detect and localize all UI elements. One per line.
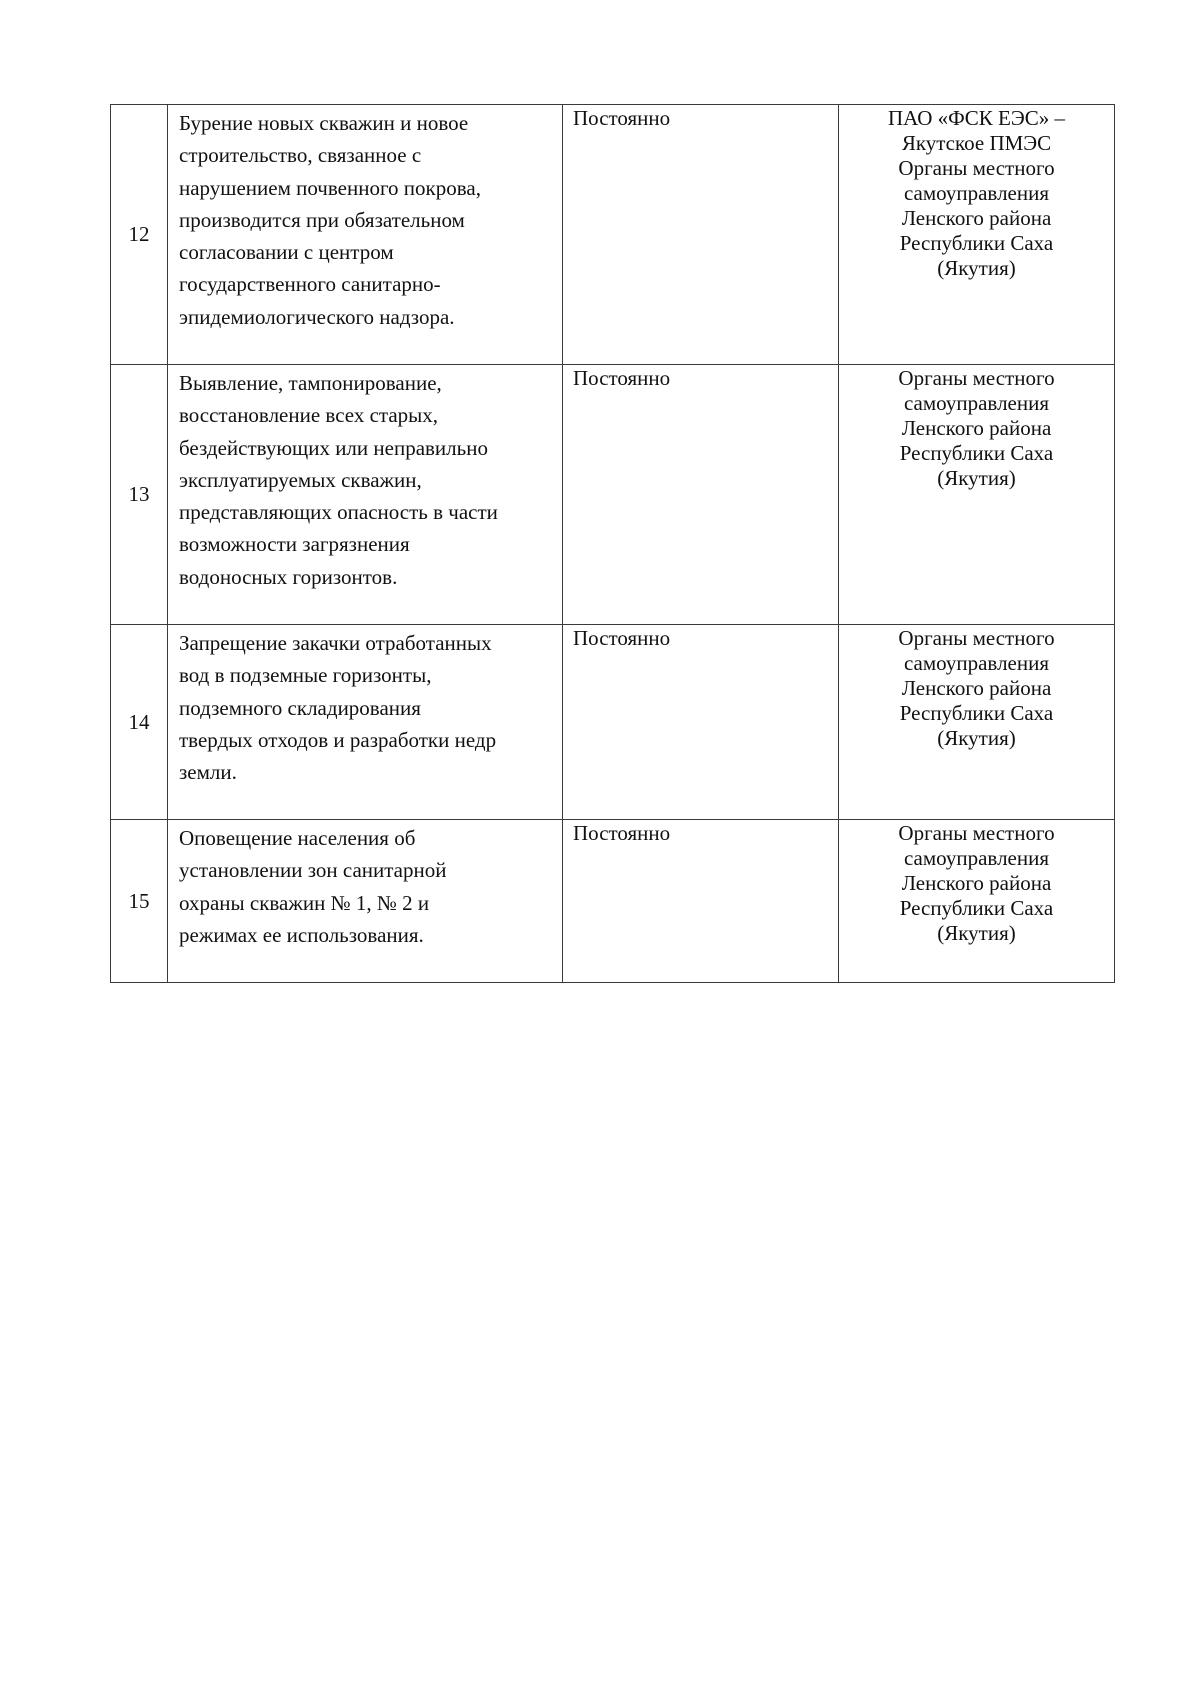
description-line: водоносных горизонтов.	[179, 564, 398, 589]
row-number: 13	[111, 365, 168, 625]
description-line: земли.	[179, 760, 237, 785]
description-line: эксплуатируемых скважин,	[179, 467, 422, 492]
measure-term: Постоянно	[563, 820, 839, 983]
description-line: Бурение новых скважин и новое	[179, 111, 469, 135]
measure-description	[168, 105, 563, 365]
responsible-party	[839, 105, 1115, 365]
table-row	[111, 820, 1115, 983]
responsible-line: Органы местного	[898, 821, 1055, 845]
measure-term: Постоянно	[563, 365, 839, 625]
description-line: Запрещение закачки отработанных	[179, 631, 492, 655]
responsible-line: самоуправления	[903, 181, 1050, 205]
description-line: представляющих опасность в части	[179, 500, 498, 525]
description-line: бездействующих или неправильно	[179, 435, 488, 460]
row-number: 15	[111, 820, 168, 983]
responsible-line: Ленского района	[901, 206, 1052, 230]
responsible-line: Якутское ПМЭС	[901, 131, 1052, 155]
row-number: 14	[111, 625, 168, 820]
measure-description	[168, 820, 563, 983]
responsible-line: Республики Саха	[899, 231, 1054, 255]
description-line: государственного санитарно-	[179, 272, 441, 297]
row-number: 12	[111, 105, 168, 365]
responsible-line: Республики Саха	[899, 441, 1054, 465]
responsible-line: Органы местного	[898, 156, 1055, 180]
responsible-line: Республики Саха	[899, 896, 1054, 920]
responsible-line: Органы местного	[898, 366, 1055, 390]
responsible-party	[839, 365, 1115, 625]
description-line: эпидемиологического надзора.	[179, 304, 455, 329]
responsible-line: Ленского района	[901, 871, 1052, 895]
description-line: согласовании с центром	[179, 240, 394, 265]
responsible-party	[839, 625, 1115, 820]
responsible-line: (Якутия)	[937, 921, 1016, 945]
measure-description	[168, 625, 563, 820]
responsible-line: (Якутия)	[937, 256, 1016, 280]
description-line: строительство, связанное с	[179, 143, 422, 168]
measure-description	[168, 365, 563, 625]
table-row	[111, 625, 1115, 820]
responsible-line: самоуправления	[903, 846, 1050, 870]
description-line: нарушением почвенного покрова,	[179, 175, 481, 200]
description-line: твердых отходов и разработки недр	[179, 727, 497, 752]
description-line: возможности загрязнения	[179, 532, 410, 557]
description-line: вод в подземные горизонты,	[179, 663, 432, 688]
responsible-line: Ленского района	[901, 676, 1052, 700]
description-line: режимах ее использования.	[179, 922, 424, 947]
description-line: охраны скважин № 1, № 2 и	[179, 890, 430, 915]
responsible-line: Ленского района	[901, 416, 1052, 440]
description-line: установлении зон санитарной	[179, 858, 447, 883]
table-row	[111, 365, 1115, 625]
measure-term: Постоянно	[563, 105, 839, 365]
responsible-line: самоуправления	[903, 651, 1050, 675]
description-line: Выявление, тампонирование,	[179, 371, 442, 395]
responsible-line: самоуправления	[903, 391, 1050, 415]
description-line: Оповещение населения об	[179, 826, 416, 850]
responsible-line: (Якутия)	[937, 466, 1016, 490]
responsible-party	[839, 820, 1115, 983]
measure-term: Постоянно	[563, 625, 839, 820]
responsible-line: Республики Саха	[899, 701, 1054, 725]
description-line: восстановление всех старых,	[179, 403, 439, 428]
description-line: производится при обязательном	[179, 207, 465, 232]
table-row	[111, 105, 1115, 365]
description-line: подземного складирования	[179, 695, 421, 720]
measures-table	[110, 104, 1115, 983]
responsible-line: ПАО «ФСК ЕЭС» –	[887, 106, 1065, 130]
responsible-line: Органы местного	[898, 626, 1055, 650]
responsible-line: (Якутия)	[937, 726, 1016, 750]
measures-table-body	[111, 105, 1115, 983]
